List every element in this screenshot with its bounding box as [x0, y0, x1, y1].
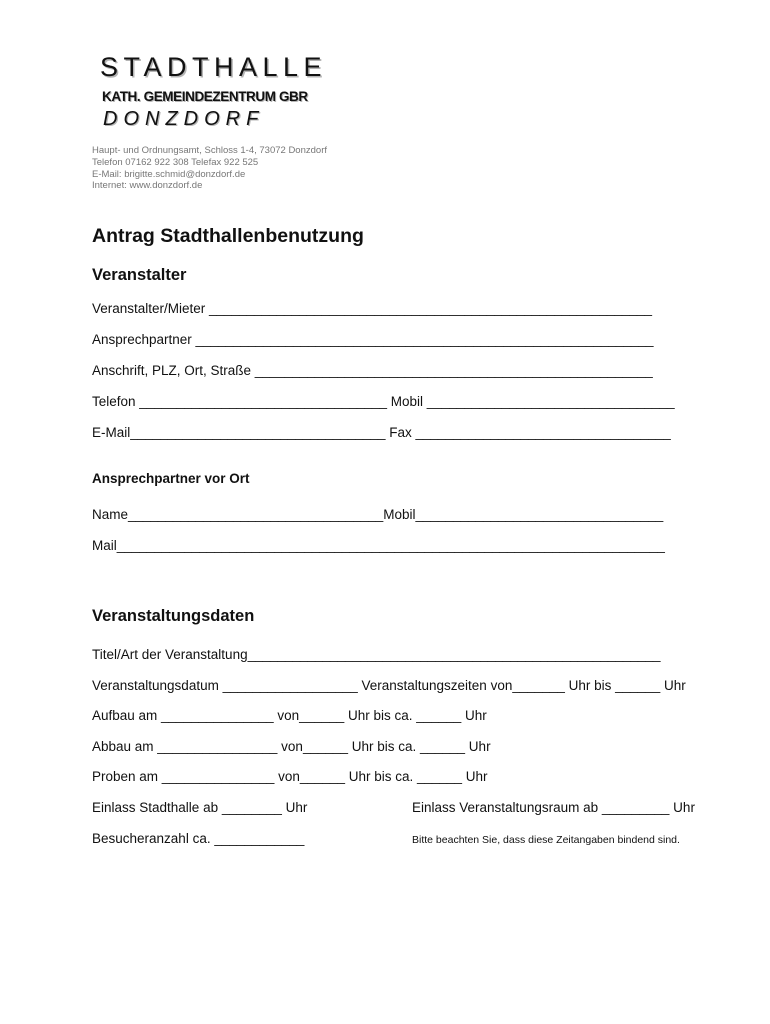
field-aufbau[interactable]: Aufbau am _______________ von______ Uhr bis ca. ______ Uhr [92, 708, 487, 723]
field-veranstalter-mieter[interactable]: Veranstalter/Mieter ___________________________________________________________ [92, 301, 653, 316]
field-abbau[interactable]: Abbau am ________________ von______ Uhr bis ca. ______ Uhr [92, 739, 491, 754]
field-mail[interactable]: Mail_________________________________________________________________________ [92, 538, 665, 553]
contact-block [92, 145, 327, 192]
binding-time-note: Bitte beachten Sie, dass diese Zeitangaben bindend sind. [412, 834, 680, 846]
section-veranstalter-heading: Veranstalter [92, 266, 187, 284]
field-einlass-raum[interactable]: Einlass Veranstaltungsraum ab _________ Uhr [412, 800, 695, 815]
field-email-fax[interactable]: E-Mail__________________________________ Fax __________________________________ [92, 425, 671, 440]
field-ansprechpartner[interactable]: Ansprechpartner _____________________________________________________________ [92, 332, 654, 347]
header-title: STADTHALLE [100, 52, 328, 82]
field-proben[interactable]: Proben am _______________ von______ Uhr bis ca. ______ Uhr [92, 769, 488, 784]
field-besucheranzahl[interactable]: Besucheranzahl ca. ____________ [92, 831, 305, 846]
header-city: DONZDORF [103, 108, 265, 130]
field-anschrift[interactable]: Anschrift, PLZ, Ort, Straße _____________________________________________________ [92, 363, 653, 378]
contact-email: E-Mail: brigitte.schmid@donzdorf.de [92, 168, 246, 180]
contact-website: Internet: www.donzdorf.de [92, 180, 203, 192]
section-daten-heading: Veranstaltungsdaten [92, 607, 255, 625]
contact-address: Haupt- und Ordnungsamt, Schloss 1-4, 73072 Donzdorf [92, 145, 327, 156]
field-name-mobil[interactable]: Name__________________________________Mobil_________________________________ [92, 507, 664, 522]
field-telefon-mobil[interactable]: Telefon _________________________________ Mobil _________________________________ [92, 394, 675, 409]
field-einlass-stadthalle[interactable]: Einlass Stadthalle ab ________ Uhr [92, 800, 308, 815]
form-title: Antrag Stadthallenbenutzung [92, 225, 364, 247]
contact-phone: Telefon 07162 922 308 Telefax 922 525 [92, 156, 259, 168]
header-subtitle: KATH. GEMEINDEZENTRUM GBR [102, 89, 308, 104]
field-titel-art[interactable]: Titel/Art der Veranstaltung_______________________________________________________ [92, 647, 661, 662]
section-vor-ort-heading: Ansprechpartner vor Ort [92, 471, 250, 486]
field-datum-zeiten[interactable]: Veranstaltungsdatum __________________ Veranstaltungszeiten von_______ Uhr bis ______ Uhr [92, 678, 686, 693]
